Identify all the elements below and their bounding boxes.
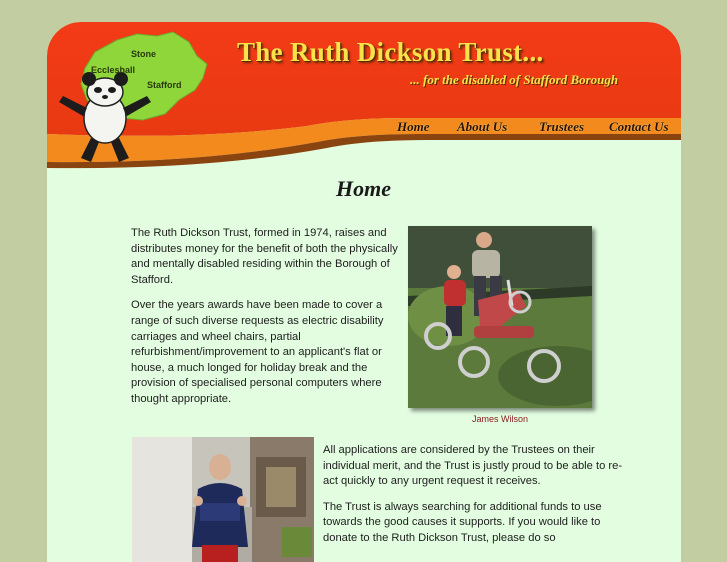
photo-caption: James Wilson	[471, 414, 528, 424]
photo-james-wilson	[408, 226, 592, 408]
map-label-stafford: Stafford	[147, 80, 182, 90]
map-label-eccleshall: Eccleshall	[91, 65, 136, 75]
paragraph: The Ruth Dickson Trust, formed in 1974, raises and distributes money for the benefit of both the physically and mentally disabled residing within the Borough of Stafford.	[131, 227, 398, 286]
header-banner	[47, 22, 681, 172]
applications-text	[323, 443, 625, 547]
site-title: The Ruth Dickson Trust...	[237, 37, 544, 67]
intro-text	[131, 226, 399, 408]
page-title: Home	[336, 176, 391, 201]
page-frame	[47, 22, 681, 562]
photo-wheelchair-user	[132, 437, 314, 562]
nav-trustees[interactable]: Trustees	[539, 119, 585, 134]
paragraph: The Trust is always searching for additional funds to use towards the good causes it supports. If you would like to donate to the Ruth Dickson Trust, please do so	[323, 500, 602, 544]
nav-home[interactable]: Home	[397, 119, 430, 134]
map-label-stone: Stone	[131, 49, 157, 59]
nav-about-us[interactable]: About Us	[457, 119, 508, 134]
paragraph: Over the years awards have been made to cover a range of such diverse requests as electric disability carriages and wheel chairs, partial refurbishment/improvement to an applicant's flat or house, a much longed for holiday break and the provision of specialised personal computers where thought appropriate.	[131, 299, 384, 405]
paragraph: All applications are considered by the Trustees on their individual merit, and the Trust is justly proud to be able to re-act quickly to any urgent request it receives.	[323, 444, 623, 488]
site-subtitle: ... for the disabled of Stafford Borough	[410, 72, 619, 87]
nav-contact-us[interactable]: Contact Us	[609, 119, 669, 134]
